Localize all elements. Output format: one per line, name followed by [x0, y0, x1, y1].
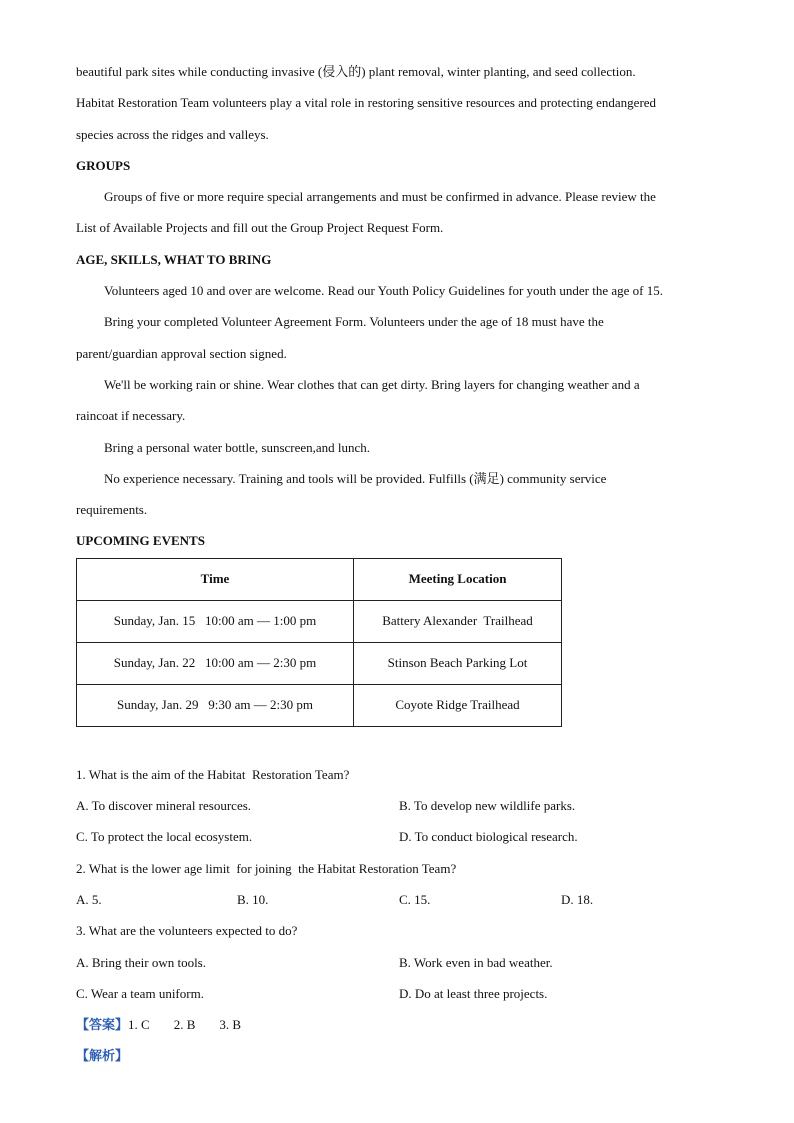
analysis-label: 【解析】 — [76, 1048, 129, 1064]
age-paragraph: No experience necessary. Training and tools will be provided. Fulfills (满足) community service — [104, 470, 607, 486]
age-paragraph: Bring a personal water bottle, sunscreen,and lunch. — [104, 439, 371, 455]
intro-line: beautiful park sites while conducting invasive (侵入的) plant removal, winter planting, and seed collection. — [76, 64, 636, 79]
event-location: Stinson Beach Parking Lot — [354, 642, 562, 684]
age-paragraph: Bring your completed Volunteer Agreement Form. Volunteers under the age of 18 must have the — [104, 314, 604, 330]
option-c: C. Wear a team uniform. — [76, 985, 204, 1001]
option-d: D. 18. — [561, 891, 594, 907]
event-location: Coyote Ridge Trailhead — [354, 684, 562, 726]
option-a: A. Bring their own tools. — [76, 954, 206, 970]
age-skills-heading: AGE, SKILLS, WHAT TO BRING — [76, 251, 272, 267]
events-heading: UPCOMING EVENTS — [76, 533, 205, 549]
option-c: C. To protect the local ecosystem. — [76, 829, 253, 845]
column-header-time: Time — [77, 558, 354, 600]
table-row — [77, 684, 562, 726]
age-paragraph: We'll be working rain or shine. Wear clothes that can get dirty. Bring layers for changing weather and a — [104, 376, 640, 392]
option-d: D. To conduct biological research. — [399, 829, 578, 845]
column-header-location: Meeting Location — [354, 558, 562, 600]
answer-label: 【答案】 — [76, 1017, 129, 1033]
event-time: Sunday, Jan. 22 10:00 am — 2:30 pm — [77, 642, 354, 684]
analysis-line — [76, 1040, 716, 1071]
intro-line: Habitat Restoration Team volunteers play a vital role in restoring sensitive resources and protecting endangered — [76, 95, 657, 111]
age-paragraph: parent/guardian approval section signed. — [76, 345, 287, 361]
option-a: A. 5. — [76, 891, 102, 907]
answer-item: 1. C — [128, 1017, 150, 1033]
question-stem: 1. What is the aim of the Habitat Restoration Team? — [76, 766, 350, 782]
document-page — [76, 56, 716, 1072]
option-b: B. Work even in bad weather. — [399, 954, 553, 970]
option-c: C. 15. — [399, 891, 431, 907]
age-paragraph: raincoat if necessary. — [76, 408, 186, 424]
event-time: Sunday, Jan. 15 10:00 am — 1:00 pm — [77, 600, 354, 642]
event-time: Sunday, Jan. 29 9:30 am — 2:30 pm — [77, 684, 354, 726]
age-paragraph: Volunteers aged 10 and over are welcome. Read our Youth Policy Guidelines for youth under the age of 15. — [104, 283, 663, 299]
events-table — [76, 558, 562, 727]
table-row — [77, 600, 562, 642]
option-b: B. 10. — [237, 891, 269, 907]
option-row — [76, 884, 716, 915]
intro-line: species across the ridges and valleys. — [76, 126, 269, 142]
option-row — [76, 821, 716, 852]
event-location: Battery Alexander Trailhead — [354, 600, 562, 642]
answer-item: 2. B — [173, 1017, 196, 1033]
option-b: B. To develop new wildlife parks. — [399, 798, 576, 814]
table-row — [77, 642, 562, 684]
groups-paragraph-line: List of Available Projects and fill out the Group Project Request Form. — [76, 220, 444, 236]
question-stem: 3. What are the volunteers expected to do? — [76, 923, 298, 939]
table-header-row — [77, 558, 562, 600]
option-row — [76, 978, 716, 1009]
age-paragraph: requirements. — [76, 502, 148, 518]
option-a: A. To discover mineral resources. — [76, 798, 252, 814]
option-d: D. Do at least three projects. — [399, 985, 548, 1001]
answer-line — [76, 1009, 716, 1040]
groups-heading: GROUPS — [76, 157, 131, 173]
answer-item: 3. B — [219, 1017, 242, 1033]
option-row — [76, 947, 716, 978]
question-stem: 2. What is the lower age limit for joining the Habitat Restoration Team? — [76, 860, 457, 876]
groups-paragraph-line: Groups of five or more require special arrangements and must be confirmed in advance. Please review the — [104, 189, 656, 205]
option-row — [76, 790, 716, 821]
